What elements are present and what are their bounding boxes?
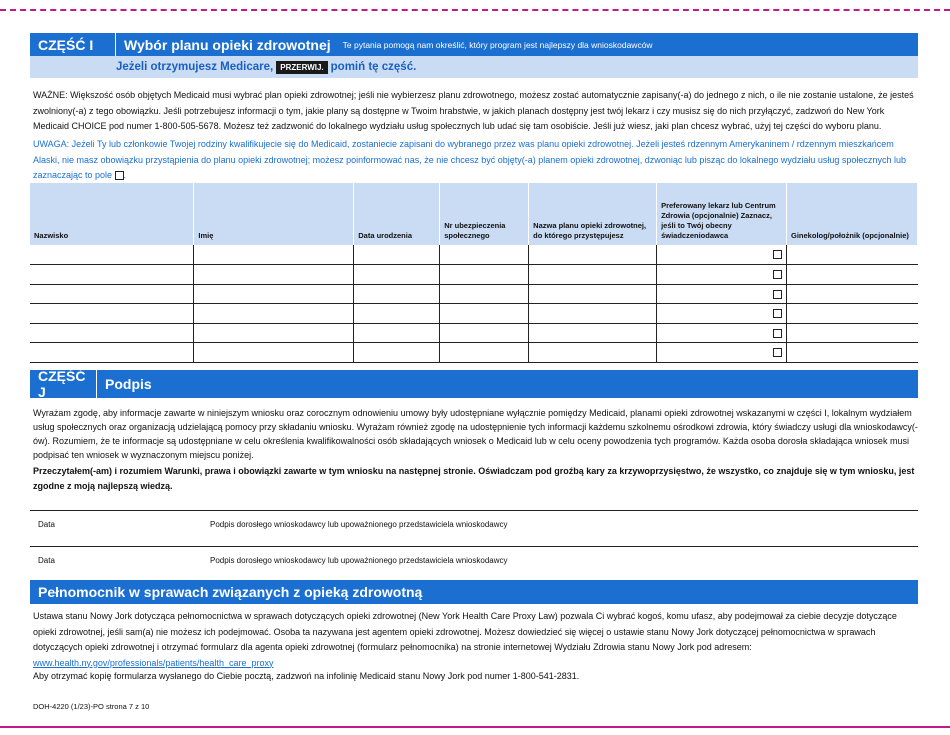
cell-input[interactable] xyxy=(354,245,440,265)
col-header: Imię xyxy=(194,183,354,245)
cell-input[interactable] xyxy=(529,343,657,363)
cell-input[interactable] xyxy=(194,245,354,265)
part-i-header xyxy=(30,33,918,56)
cell-input[interactable] xyxy=(440,265,529,285)
cell-input[interactable] xyxy=(529,284,657,304)
form-footer: DOH-4220 (1/23)-PO strona 7 z 10 xyxy=(33,702,150,711)
table-row xyxy=(30,265,918,285)
col-header: Data urodzenia xyxy=(354,183,440,245)
cell-input[interactable] xyxy=(787,343,918,363)
consent-paragraph: Wyrażam zgodę, aby informacje zawarte w niniejszym wniosku oraz corocznym odnowieniu umowy były udostępniane wyłącznie pomiędzy Medicaid, planami opieki zdrowotnej wskazanymi w części I, lokalnym wydziałem usług społecznych oraz organizacją udzielającą pomocy przy składaniu wniosku. Wyrażam również zgodę na udostępnienie tych informacji każdemu szkolnemu ośrodkowi zdrowia, który świadczy usługi dla wnioskodawcy(-ów). Rozumiem, że te informacje są udostępniane w celu określenia kwalifikowalności osób składających wniosek o Medicaid lub w celu oceny powodzenia tych programów. Każda osoba dorosła składająca wniosek musi podpisać ten wniosek w wyznaczonym miejscu poniżej. xyxy=(33,408,918,460)
part-j-tag: CZĘŚĆ J xyxy=(30,370,97,398)
proxy-header xyxy=(30,580,918,604)
part-i-subtitle: Te pytania pomogą nam określić, który program jest najlepszy dla wnioskodawców xyxy=(342,39,653,50)
stop-badge: PRZERWIJ. xyxy=(276,61,327,74)
cell-input[interactable] xyxy=(354,343,440,363)
cell-input[interactable] xyxy=(440,284,529,304)
cell-input[interactable] xyxy=(440,343,529,363)
signature-label: Podpis dorosłego wnioskodawcy lub upoważnionego przedstawiciela wnioskodawcy xyxy=(210,520,508,529)
cell-input[interactable] xyxy=(657,265,787,285)
table-row xyxy=(30,343,918,363)
cell-input[interactable] xyxy=(30,265,194,285)
cell-input[interactable] xyxy=(194,343,354,363)
cell-input[interactable] xyxy=(440,304,529,324)
plan-selection-table xyxy=(30,183,918,363)
cell-input[interactable] xyxy=(787,284,918,304)
cell-input[interactable] xyxy=(657,245,787,265)
cell-input[interactable] xyxy=(30,245,194,265)
col-header: Preferowany lekarz lub Centrum Zdrowia (opcjonalnie) Zaznacz, jeśli to Twój obecny świadczeniodawca xyxy=(657,183,787,245)
current-provider-checkbox[interactable] xyxy=(773,348,782,357)
attestation-paragraph: Przeczytałem(-am) i rozumiem Warunki, prawa i obowiązki zawarte w tym wniosku na następnej stronie. Oświadczam pod groźbą kary za krzywoprzysięstwo, że wszystko, co znajduje się w tym wniosku, jest zgodne z moją najlepszą wiedzą. xyxy=(33,466,915,491)
cell-input[interactable] xyxy=(787,245,918,265)
col-header: Nr ubezpieczenia społecznego xyxy=(440,183,529,245)
current-provider-checkbox[interactable] xyxy=(773,309,782,318)
medicare-notice-after: pomiń tę część. xyxy=(330,61,417,73)
cell-input[interactable] xyxy=(194,323,354,343)
medicare-notice-before: Jeżeli otrzymujesz Medicare, xyxy=(116,61,274,73)
part-i-title: Wybór planu opieki zdrowotnej xyxy=(124,36,331,53)
signature-date-label: Data xyxy=(38,556,55,565)
current-provider-checkbox[interactable] xyxy=(773,270,782,279)
cell-input[interactable] xyxy=(440,245,529,265)
cell-input[interactable] xyxy=(194,265,354,285)
cell-input[interactable] xyxy=(194,284,354,304)
note-text: UWAGA: Jeżeli Ty lub członkowie Twojej rodziny kwalifikujecie się do Medicaid, zostaniecie zapisani do wybranego przez was planu opieki zdrowotnej. Jeżeli jesteś rdzennym Amerykaninem / rdzennym mieszkańcem Alaski, nie masz obowiązku przystąpienia do planu opieki zdrowotnej; możesz poinformować nas, że nie chcesz być objęty(-a) planem opieki zdrowotnej, dzwoniąc lub pisząc do lokalnego wydziału usług społecznych lub zaznaczając to pole xyxy=(33,139,906,180)
cell-input[interactable] xyxy=(529,304,657,324)
proxy-paragraph xyxy=(33,609,918,671)
table-row xyxy=(30,245,918,265)
cell-input[interactable] xyxy=(30,304,194,324)
signature-label: Podpis dorosłego wnioskodawcy lub upoważnionego przedstawiciela wnioskodawcy xyxy=(210,556,508,565)
proxy-phone-paragraph: Aby otrzymać kopię formularza wysłanego do Ciebie pocztą, zadzwoń na infolinię Medicaid stanu Nowy Jork pod numer 1-800-541-2831. xyxy=(33,671,580,681)
proxy-title: Pełnomocnik w sprawach związanych z opieką zdrowotną xyxy=(38,584,423,600)
cell-input[interactable] xyxy=(354,265,440,285)
cell-input[interactable] xyxy=(787,304,918,324)
medicare-notice-bar xyxy=(30,56,918,78)
cell-input[interactable] xyxy=(194,304,354,324)
opt-out-checkbox[interactable] xyxy=(115,171,124,180)
table-header-row xyxy=(30,183,918,245)
current-provider-checkbox[interactable] xyxy=(773,329,782,338)
cell-input[interactable] xyxy=(529,265,657,285)
table-row xyxy=(30,284,918,304)
proxy-link[interactable]: www.health.ny.gov/professionals/patients/health_care_proxy xyxy=(33,657,274,668)
cell-input[interactable] xyxy=(787,323,918,343)
part-j-header xyxy=(30,370,918,398)
current-provider-checkbox[interactable] xyxy=(773,250,782,259)
col-header: Nazwisko xyxy=(30,183,194,245)
cell-input[interactable] xyxy=(354,304,440,324)
table-row xyxy=(30,304,918,324)
cell-input[interactable] xyxy=(657,343,787,363)
table-row xyxy=(30,323,918,343)
cell-input[interactable] xyxy=(529,245,657,265)
cell-input[interactable] xyxy=(30,284,194,304)
cell-input[interactable] xyxy=(787,265,918,285)
cell-input[interactable] xyxy=(440,323,529,343)
cell-input[interactable] xyxy=(354,284,440,304)
part-i-tag: CZĘŚĆ I xyxy=(30,33,116,56)
current-provider-checkbox[interactable] xyxy=(773,290,782,299)
col-header: Nazwa planu opieki zdrowotnej, do którego przystępujesz xyxy=(529,183,657,245)
cut-line xyxy=(0,9,950,11)
cell-input[interactable] xyxy=(529,323,657,343)
part-j-title: Podpis xyxy=(105,376,152,392)
cell-input[interactable] xyxy=(657,284,787,304)
cell-input[interactable] xyxy=(30,343,194,363)
important-paragraph: WAŻNE: Większość osób objętych Medicaid musi wybrać plan opieki zdrowotnej; jeśli nie wybierzesz planu zdrowotnego, możesz zostać automatycznie zapisany(-a) do jednego z nich, o ile nie zostanie ustalone, że jesteś zwolniony(-a) z tego obowiązku. Jeśli potrzebujesz informacji o tym, jakie plany są dostępne w Twoim hrabstwie, w jakich planach dostępny jest twój lekarz i czy musisz się do nich przyłączyć, zadzwoń do New York Medicaid CHOICE pod numer 1-800-505-5678. Możesz też zadzwonić do lokalnego wydziału usług społecznych lub udać się tam osobiście. Jeśli już wiesz, jaki plan chcesz wybrać, użyj tej części do wyboru planu. xyxy=(33,90,914,131)
cell-input[interactable] xyxy=(657,304,787,324)
bottom-line xyxy=(0,726,950,728)
cell-input[interactable] xyxy=(657,323,787,343)
cell-input[interactable] xyxy=(30,323,194,343)
signature-line-2[interactable] xyxy=(30,546,918,580)
cell-input[interactable] xyxy=(354,323,440,343)
note-paragraph: UWAGA: Jeżeli Ty lub członkowie Twojej rodziny kwalifikujecie się do Medicaid, zostaniecie zapisani do wybranego przez was planu opieki zdrowotnej. Jeżeli jesteś rdzennym Amerykaninem / rdzennym mieszkańcem Alaski, nie masz obowiązku przystąpienia do planu opieki zdrowotnej; możesz poinformować nas, że nie chcesz być objęty(-a) planem opieki zdrowotnej, dzwoniąc lub pisząc do lokalnego wydziału usług społecznych lub zaznaczając to pole . xyxy=(33,139,906,180)
proxy-text: Ustawa stanu Nowy Jork dotycząca pełnomocnictwa w sprawach dotyczących opieki zdrowotnej (New York Health Care Proxy Law) pozwala Ci wybrać kogoś, komu ufasz, aby podejmował za ciebie decyzje dotyczące opieki zdrowotnej, jeśli sam(a) nie możesz ich podejmować. Osoba ta nazywana jest agentem opieki zdrowotnej. Możesz dowiedzieć się więcej o ustawie stanu Nowy Jork dotyczącej pełnomocnictwa w sprawach dotyczących opieki zdrowotnej i otrzymać formularz dla agenta opieki zdrowotnej (formularz pełnomocnika) na stronie internetowej Wydziału Zdrowia stanu Nowy Jork pod adresem: xyxy=(33,611,897,652)
signature-date-label: Data xyxy=(38,520,55,529)
signature-line-1[interactable] xyxy=(30,510,918,544)
col-header: Ginekolog/położnik (opcjonalnie) xyxy=(787,183,918,245)
